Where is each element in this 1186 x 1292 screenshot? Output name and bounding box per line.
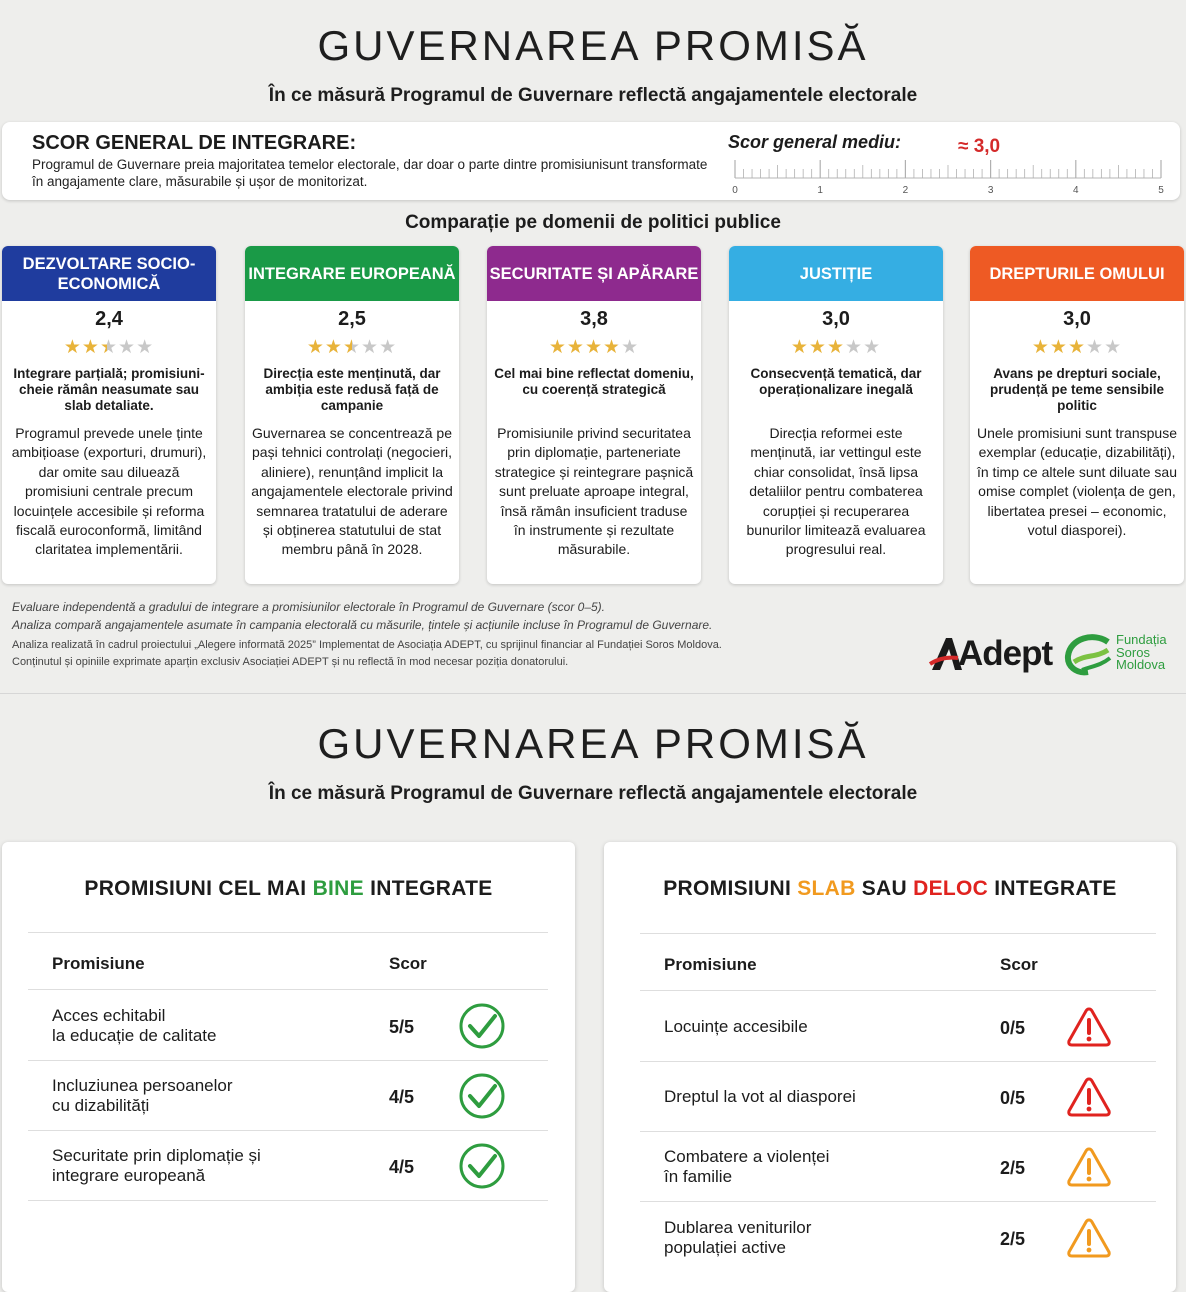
star-icon: ★: [136, 337, 155, 358]
check-icon: [458, 1142, 506, 1195]
footnote-project: Analiza realizată în cadrul proiectului „Alegere informată 2025” Implementat de Asociația ADEPT, cu sprijinul financiar al Fundației Soros Moldova.: [12, 639, 722, 651]
star-icon: ★: [621, 337, 640, 358]
star-icon: ★: [1049, 337, 1068, 358]
overall-description: Programul de Guvernare preia majoritatea temelor electorale, dar doar o parte dintre promisiunisunt transformate în angajamente clare, măsurabile și ușor de monitorizat.: [32, 157, 708, 189]
domain-card-body: Guvernarea se concentrează pe pași tehnici controlați (negocieri, aliniere), renunțând implicit la angajamentele electorale privind semnarea tratatului de aderare și obținerea statutului de stat membru până în 2028.: [251, 425, 453, 558]
weak-panel-title: [604, 877, 1176, 901]
page-subtitle: În ce măsură Programul de Guvernare reflectă angajamentele electorale: [268, 85, 918, 106]
star-icon: ★: [826, 337, 846, 358]
check-icon: [458, 1072, 506, 1125]
scale-label: 0: [732, 185, 738, 196]
table-divider: [640, 1061, 1156, 1062]
domain-card-summary: Direcția este menținută, dar ambiția este redusă față de campanie: [263, 366, 441, 413]
weak-title-highlight-deloc: DELOC: [913, 877, 989, 900]
average-score-label: Scor general mediu:: [728, 132, 902, 152]
domain-card-header: INTEGRARE EUROPEANĂ: [245, 246, 459, 301]
promise-label: Securitate prin diplomație și integrare europeană: [52, 1146, 261, 1185]
promise-label: Dreptul la vot al diasporei: [664, 1087, 856, 1106]
soros-logo: [1064, 632, 1182, 676]
star-icon: ★: [1031, 337, 1050, 358]
star-icon: ★: [863, 337, 882, 358]
promise-score: 0/5: [1000, 1018, 1026, 1038]
weak-title-post: INTEGRATE: [988, 877, 1117, 900]
soros-logo-line3: Moldova: [1116, 657, 1166, 672]
star-icon: ★: [584, 337, 604, 358]
column-header-promise: Promisiune: [664, 955, 757, 974]
score-scale-ruler: [729, 156, 1169, 196]
domain-card-score: 2,5: [338, 308, 366, 330]
star-rating: [729, 336, 943, 359]
weak-title-mid: SAU: [855, 877, 914, 900]
promise-score: 5/5: [389, 1017, 415, 1037]
domain-card: [487, 246, 701, 584]
best-title-highlight: BINE: [312, 877, 364, 900]
star-icon: ★: [361, 337, 380, 358]
scale-label: 4: [1073, 185, 1079, 196]
domain-card-summary: Cel mai bine reflectat domeniu, cu coerență strategică: [494, 366, 694, 397]
domain-card-summary: Consecvență tematică, dar operaționalizare inegală: [750, 366, 922, 397]
promise-score: 0/5: [1000, 1088, 1026, 1108]
star-icon: ★: [808, 337, 827, 358]
table-divider: [28, 932, 548, 933]
star-rating: [2, 336, 216, 359]
star-rating: [487, 336, 701, 359]
domain-card-score: 3,0: [1063, 308, 1091, 330]
promise-label: Incluziunea persoanelor cu dizabilități: [52, 1076, 233, 1115]
footnote-comparison: Analiza compară angajamentele asumate în campania electorală cu măsurile, țintele și acțiunile incluse în Programul de Guvernare.: [12, 618, 713, 632]
promise-label: Combatere a violenței în familie: [664, 1147, 830, 1186]
table-divider: [28, 1060, 548, 1061]
star-icon: ★: [1104, 337, 1123, 358]
promise-label: Acces echitabil la educație de calitate: [52, 1006, 217, 1045]
column-header-score: Scor: [389, 954, 427, 973]
star-icon: ★: [99, 337, 119, 358]
star-icon: ★: [1067, 337, 1087, 358]
best-integrated-panel: [2, 842, 575, 1292]
domain-card-header: DEZVOLTARE SOCIO-ECONOMICĂ: [2, 246, 216, 301]
warning-icon: [1066, 1005, 1112, 1054]
page-title: GUVERNAREA PROMISĂ: [317, 22, 869, 69]
star-icon: ★: [790, 337, 809, 358]
column-header-promise: Promisiune: [52, 954, 145, 973]
table-divider: [28, 1130, 548, 1131]
domain-card: [729, 246, 943, 584]
star-icon: ★: [63, 337, 82, 358]
check-icon: [458, 1002, 506, 1055]
table-divider: [640, 1131, 1156, 1132]
scale-label: 5: [1158, 185, 1164, 196]
domain-card-body: Unele promisiuni sunt transpuse exemplar (educație, dizabilități), în timp ce altele sunt diluate sau omise complet (violența de gen, libertatea presei – economic, votul diasporei).: [976, 425, 1177, 539]
star-icon: ★: [118, 337, 137, 358]
weak-integrated-panel: [604, 842, 1176, 1292]
weak-title-pre: PROMISIUNI: [663, 877, 798, 900]
comparison-title: Comparație pe domenii de politici publice: [405, 212, 781, 233]
promise-score: 2/5: [1000, 1229, 1026, 1249]
overall-heading: SCOR GENERAL DE INTEGRARE:: [32, 132, 357, 154]
scale-label: 2: [902, 185, 909, 196]
table-divider: [28, 989, 548, 990]
table-divider: [640, 1201, 1156, 1202]
promise-label: Dublarea veniturilor populației active: [664, 1218, 812, 1257]
footnote-disclaimer: Conținutul și opiniile exprimate aparțin exclusiv Asociației ADEPT și nu reflectă în mod necesar poziția donatorului.: [12, 656, 569, 668]
footnote-method: Evaluare independentă a gradului de integrare a promisiunilor electorale în Programul de Guvernare (scor 0–5).: [12, 600, 606, 614]
domain-card: [2, 246, 216, 584]
promise-score: 2/5: [1000, 1158, 1026, 1178]
best-title-post: INTEGRATE: [363, 877, 493, 900]
star-icon: ★: [845, 337, 864, 358]
scale-label: 3: [987, 185, 994, 196]
promise-score: 4/5: [389, 1087, 415, 1107]
soros-logo-line1: Fundația: [1116, 632, 1167, 647]
adept-logo-text: Adept: [958, 634, 1053, 673]
star-icon: ★: [324, 337, 343, 358]
scale-label: 1: [817, 185, 823, 196]
warning-icon: [1066, 1216, 1112, 1265]
star-rating: [970, 336, 1184, 359]
warning-icon: [1066, 1075, 1112, 1124]
domain-card-body: Promisiunile privind securitatea prin diplomație, parteneriate strategice și reintegrare pașnică sunt preluate aproape integral, însă rămân insuficient traduse în instrumente și rezultate măsurabile.: [494, 425, 694, 558]
soros-logo-line2: Soros: [1116, 644, 1150, 660]
domain-card-score: 3,8: [580, 308, 608, 330]
table-divider: [640, 990, 1156, 991]
second-page-subtitle: În ce măsură Programul de Guvernare reflectă angajamentele electorale: [268, 783, 918, 804]
star-icon: ★: [603, 337, 622, 358]
promise-label: Locuințe accesibile: [664, 1017, 808, 1036]
second-page-title: GUVERNAREA PROMISĂ: [317, 720, 869, 767]
average-score-value: ≈ 3,0: [958, 136, 1001, 157]
domain-card-header: SECURITATE ȘI APĂRARE: [487, 246, 701, 301]
star-icon: ★: [306, 337, 325, 358]
star-icon: ★: [379, 337, 398, 358]
promise-score: 4/5: [389, 1157, 415, 1177]
domain-card-body: Direcția reformei este menținută, iar vettingul este chiar consolidat, însă lipsa detaliilor pentru combaterea corupției și recuperarea bunurilor limitează evaluarea progresului real.: [746, 425, 926, 558]
weak-title-highlight-slab: SLAB: [797, 877, 856, 900]
warning-icon: [1066, 1145, 1112, 1194]
column-header-score: Scor: [1000, 955, 1038, 974]
star-icon: ★: [342, 337, 362, 358]
best-panel-title: [2, 877, 575, 901]
star-icon: ★: [548, 337, 567, 358]
star-rating: [245, 336, 459, 359]
domain-card-summary: Integrare parțială; promisiuni-cheie rămân neasumate sau slab detaliate.: [13, 366, 205, 413]
soros-logo-mark: [1064, 632, 1112, 676]
domain-card-score: 2,4: [95, 308, 123, 330]
domain-card-body: Programul prevede unele ținte ambițioase (exporturi, drumuri), dar omite sau diluează promisiuni centrale precum locuințele accesibile și reforma fiscală euroconformă, limitând claritatea implementării.: [11, 425, 207, 558]
star-icon: ★: [81, 337, 100, 358]
domain-card-score: 3,0: [822, 308, 850, 330]
table-divider: [28, 1200, 548, 1201]
table-divider: [640, 933, 1156, 934]
star-icon: ★: [566, 337, 585, 358]
domain-card-summary: Avans pe drepturi sociale, prudență pe teme sensibile politic: [989, 366, 1165, 413]
domain-card-header: JUSTIȚIE: [729, 246, 943, 301]
section-divider: [0, 693, 1186, 694]
domain-card: [245, 246, 459, 584]
domain-card: [970, 246, 1184, 584]
star-icon: ★: [1086, 337, 1105, 358]
overall-score-panel: [2, 122, 1180, 200]
best-title-pre: PROMISIUNI CEL MAI: [84, 877, 313, 900]
domain-card-header: DREPTURILE OMULUI: [970, 246, 1184, 301]
